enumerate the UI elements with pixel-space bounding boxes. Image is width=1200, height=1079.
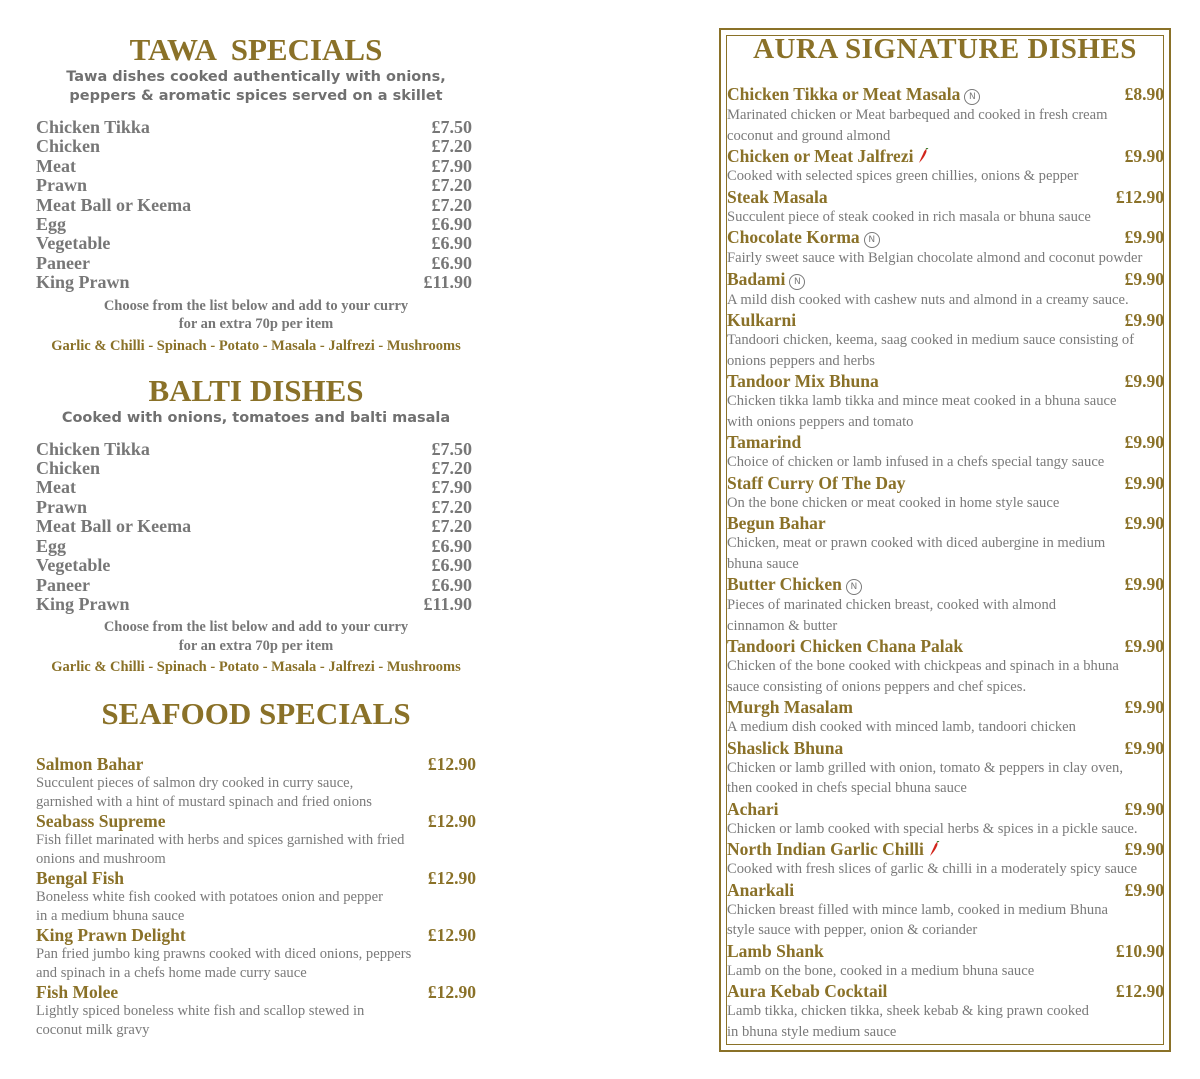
signature-dish-description: Lamb tikka, chicken tikka, sheek kebab & king prawn cooked	[727, 1003, 1089, 1019]
signature-dish-title	[727, 432, 801, 452]
signature-dish-description: Chicken or lamb grilled with onion, tomato & peppers in clay oven,	[727, 759, 1123, 776]
seafood-dish-description: coconut milk gravy	[36, 1021, 150, 1038]
seafood-dish-description: and spinach in a chefs home made curry sauce	[36, 964, 307, 981]
signature-dish-title	[727, 799, 779, 819]
tawa-item	[36, 215, 476, 234]
signature-dish	[727, 941, 1164, 982]
seafood-dish	[36, 811, 476, 868]
signature-dish-name: Badami	[727, 268, 786, 289]
signature-dish	[727, 227, 1164, 269]
signature-dish-price: £12.90	[1115, 981, 1164, 1001]
balti-item-name: Chicken Tikka	[36, 438, 150, 459]
signature-dish-header	[727, 738, 1164, 758]
seafood-section	[36, 696, 476, 1039]
seafood-dish-price: £12.90	[427, 982, 476, 1003]
seafood-dish-price: £12.90	[427, 925, 476, 946]
seafood-dish-description: Boneless white fish cooked with potatoes onion and pepper	[36, 889, 383, 906]
signature-dish-name: Achari	[727, 798, 779, 819]
seafood-dish	[36, 868, 476, 925]
signature-dish-price: £9.90	[1124, 310, 1164, 330]
signature-dish-description: cinnamon & butter	[727, 617, 838, 634]
balti-item-name: Meat	[36, 477, 76, 498]
seafood-dish-description: in a medium bhuna sauce	[36, 907, 185, 924]
seafood-dish-description: Lightly spiced boneless white fish and scallop stewed in	[36, 1003, 365, 1020]
signature-dish-description: style sauce with pepper, onion & coriander	[727, 922, 978, 938]
signature-dish-description: Fairly sweet sauce with Belgian chocolate almond and coconut powder	[727, 250, 1143, 266]
seafood-list	[36, 754, 476, 1039]
signature-dish-price: £9.90	[1124, 697, 1164, 717]
signature-dish-name: Staff Curry Of The Day	[727, 472, 906, 493]
signature-dish-description: Chicken breast filled with mince lamb, cooked in medium Bhuna	[727, 901, 1108, 918]
signature-dish-header	[727, 432, 1164, 452]
tawa-item-name: Vegetable	[36, 233, 111, 254]
signature-dish-price: £9.90	[1124, 268, 1164, 289]
signature-dish-description: Tandoori chicken, keema, saag cooked in medium sauce consisting of	[727, 332, 1135, 348]
signature-dish-title	[727, 981, 887, 1001]
signature-dish-header	[727, 636, 1164, 656]
chilli-icon	[917, 148, 929, 164]
tawa-item	[36, 234, 476, 253]
tawa-item-name: Meat Ball or Keema	[36, 194, 192, 215]
signature-dish-title	[727, 84, 980, 105]
signature-dish-description: Cooked with selected spices green chillies, onions & pepper	[727, 168, 1079, 184]
tawa-item-name: Meat	[36, 155, 76, 176]
signature-dish-description: Cooked with fresh slices of garlic & chilli in a moderately spicy sauce	[727, 861, 1138, 877]
tawa-item-name: Chicken Tikka	[36, 117, 150, 137]
balti-item-price: £7.90	[431, 477, 472, 498]
signature-dish-title	[727, 473, 906, 493]
signature-dish-description: A medium dish cooked with minced lamb, tandoori chicken	[727, 719, 1076, 735]
left-column	[36, 32, 476, 1039]
signature-dish-description: Chicken of the bone cooked with chickpeas and spinach in a bhuna	[727, 658, 1119, 674]
signature-dish-description: On the bone chicken or meat cooked in home style sauce	[727, 494, 1060, 511]
signature-dish-title	[727, 839, 940, 859]
seafood-dish-price: £12.90	[427, 868, 476, 889]
seafood-dish-name: Fish Molee	[36, 982, 119, 1003]
signature-dish	[727, 513, 1164, 574]
signature-dish-description: coconut and ground almond	[727, 127, 891, 144]
signature-dish-name: Tandoor Mix Bhuna	[727, 371, 879, 391]
signature-dish-name: North Indian Garlic Chilli	[727, 839, 924, 859]
signature-dish-title	[727, 880, 794, 900]
balti-item	[36, 576, 476, 595]
seafood-dish-header	[36, 868, 476, 888]
signature-box	[719, 28, 1171, 1052]
signature-dish-price: £10.90	[1115, 940, 1164, 961]
chilli-icon	[928, 841, 940, 857]
tawa-extras: Garlic & Chilli - Spinach - Potato - Masala - Jalfrezi - Mushrooms	[51, 337, 461, 354]
signature-dish-price: £9.90	[1124, 737, 1164, 758]
signature-dish	[727, 880, 1164, 941]
balti-item	[36, 459, 476, 478]
seafood-dish-name: Seabass Supreme	[36, 811, 166, 832]
seafood-dish	[36, 754, 476, 811]
seafood-dish-title	[36, 811, 166, 831]
signature-dish-price: £9.90	[1124, 839, 1164, 859]
balti-item-price: £7.20	[431, 458, 472, 479]
signature-dish-price: £9.90	[1124, 371, 1164, 391]
signature-dish-price: £9.90	[1124, 472, 1164, 493]
tawa-item-price: £7.90	[431, 155, 472, 176]
signature-dish-title	[727, 574, 862, 595]
signature-dish-description: with onions peppers and tomato	[727, 413, 914, 430]
signature-list	[727, 84, 1164, 1042]
balti-item-name: Prawn	[36, 496, 87, 517]
tawa-subtitle-2: peppers & aromatic spices served on a skillet	[69, 88, 443, 104]
signature-dish-title	[727, 738, 843, 758]
seafood-dish	[36, 982, 476, 1039]
nut-icon: N	[964, 89, 980, 105]
signature-dish-price: £9.90	[1124, 574, 1164, 594]
signature-dish-name: Tandoori Chicken Chana Palak	[727, 636, 964, 656]
signature-dish	[727, 371, 1164, 432]
tawa-item	[36, 157, 476, 176]
signature-dish-header	[727, 84, 1164, 105]
signature-dish-description: Pieces of marinated chicken breast, cooked with almond	[727, 597, 1057, 613]
signature-dish	[727, 981, 1164, 1042]
seafood-dish-header	[36, 982, 476, 1002]
signature-dish-header	[727, 839, 1164, 859]
tawa-price-list	[36, 118, 476, 293]
seafood-dish-description: Pan fried jumbo king prawns cooked with diced onions, peppers	[36, 946, 412, 963]
balti-item-name: Egg	[36, 535, 67, 556]
signature-dish-title	[727, 941, 824, 961]
tawa-item-price: £11.90	[423, 272, 472, 293]
tawa-item	[36, 118, 476, 137]
tawa-extra-note-2: for an extra 70p per item	[178, 316, 334, 333]
signature-dish	[727, 187, 1164, 228]
signature-dish-name: Chicken or Meat Jalfrezi	[727, 146, 914, 166]
signature-dish-description: in bhuna style medium sauce	[727, 1023, 897, 1040]
signature-dish-price: £9.90	[1124, 798, 1164, 819]
signature-dish-header	[727, 799, 1164, 819]
signature-dish-title	[727, 697, 853, 717]
tawa-item	[36, 196, 476, 215]
signature-dish-name: Chicken Tikka or Meat Masala	[727, 84, 961, 104]
balti-item-name: Paneer	[36, 574, 90, 595]
tawa-title: TAWA SPECIALS	[129, 32, 383, 67]
balti-item-name: King Prawn	[36, 593, 130, 614]
signature-dish-price: £9.90	[1124, 513, 1164, 533]
seafood-dish-name: King Prawn Delight	[36, 925, 186, 946]
tawa-item-price: £6.90	[431, 233, 472, 254]
signature-dish-price: £9.90	[1124, 146, 1164, 166]
balti-item	[36, 517, 476, 536]
signature-dish-price: £9.90	[1124, 227, 1164, 247]
signature-dish-description: bhuna sauce	[727, 555, 799, 572]
tawa-item-price: £6.90	[431, 252, 472, 273]
signature-dish	[727, 574, 1164, 636]
balti-item	[36, 537, 476, 556]
signature-dish-name: Aura Kebab Cocktail	[727, 981, 888, 1001]
signature-dish-description: A mild dish cooked with cashew nuts and almond in a creamy sauce.	[727, 291, 1129, 308]
signature-dish	[727, 146, 1164, 187]
tawa-item-price: £7.50	[431, 117, 472, 137]
signature-dish-description: Lamb on the bone, cooked in a medium bhuna sauce	[727, 962, 1035, 979]
signature-dish-name: Chocolate Korma	[727, 227, 860, 247]
tawa-item	[36, 137, 476, 156]
balti-extras: Garlic & Chilli - Spinach - Potato - Masala - Jalfrezi - Mushrooms	[51, 659, 461, 676]
seafood-title: SEAFOOD SPECIALS	[101, 696, 411, 732]
signature-dish-description: Choice of chicken or lamb infused in a chefs special tangy sauce	[727, 454, 1105, 470]
signature-dish-name: Lamb Shank	[727, 940, 824, 961]
signature-title: AURA SIGNATURE DISHES	[753, 33, 1137, 65]
signature-dish	[727, 738, 1164, 799]
balti-extra-note-2: for an extra 70p per item	[178, 637, 334, 654]
signature-dish-title	[727, 513, 826, 533]
signature-dish	[727, 310, 1164, 371]
signature-dish-header	[727, 880, 1164, 900]
seafood-dish-price: £12.90	[427, 811, 476, 832]
signature-dish-title	[727, 371, 879, 391]
tawa-item-name: Egg	[36, 214, 67, 235]
signature-dish-header	[727, 146, 1164, 166]
signature-dish-name: Anarkali	[727, 879, 795, 900]
seafood-dish-price: £12.90	[427, 754, 476, 775]
signature-dish-name: Shaslick Bhuna	[727, 737, 844, 758]
signature-dish-name: Begun Bahar	[727, 513, 826, 533]
signature-dish-header	[727, 227, 1164, 248]
signature-dish-description: sauce consisting of onions peppers and chef spices.	[727, 678, 1027, 695]
signature-dish-price: £9.90	[1124, 432, 1164, 452]
signature-dish-name: Tamarind	[727, 432, 802, 452]
seafood-dish-title	[36, 754, 143, 774]
seafood-dish-header	[36, 925, 476, 945]
signature-dish-title	[727, 269, 805, 290]
signature-dish-header	[727, 473, 1164, 493]
seafood-dish	[36, 925, 476, 982]
balti-item-name: Vegetable	[36, 555, 111, 576]
signature-dish-price: £12.90	[1115, 186, 1164, 207]
seafood-dish-title	[36, 982, 118, 1002]
signature-dish-title	[727, 146, 929, 166]
balti-item-price: £7.20	[431, 496, 472, 517]
signature-dish-header	[727, 981, 1164, 1001]
balti-item	[36, 595, 476, 614]
balti-item-name: Chicken	[36, 458, 101, 479]
tawa-item-name: Prawn	[36, 175, 87, 196]
tawa-item	[36, 254, 476, 273]
balti-price-list	[36, 440, 476, 615]
balti-extra-note-1: Choose from the list below and add to your curry	[103, 619, 409, 636]
balti-title: BALTI DISHES	[148, 372, 364, 408]
seafood-dish-header	[36, 754, 476, 774]
signature-dish-name: Butter Chicken	[727, 574, 842, 594]
signature-dish-name: Murgh Masalam	[727, 697, 853, 717]
signature-dish-header	[727, 697, 1164, 717]
balti-item-price: £11.90	[423, 593, 472, 614]
balti-item	[36, 556, 476, 575]
tawa-section	[36, 32, 476, 355]
balti-item-price: £7.50	[431, 438, 472, 459]
signature-dish	[727, 636, 1164, 697]
signature-dish-header	[727, 513, 1164, 533]
nut-icon: N	[864, 232, 880, 248]
signature-dish-header	[727, 941, 1164, 961]
signature-dish-price: £9.90	[1124, 636, 1164, 656]
seafood-dish-name: Salmon Bahar	[36, 754, 144, 775]
signature-dish	[727, 84, 1164, 146]
tawa-item-name: Paneer	[36, 252, 90, 273]
tawa-item-name: Chicken	[36, 136, 101, 157]
balti-item	[36, 440, 476, 459]
signature-dish	[727, 799, 1164, 840]
balti-subtitle: Cooked with onions, tomatoes and balti masala	[61, 409, 451, 426]
balti-item	[36, 498, 476, 517]
signature-dish-description: then cooked in chefs special bhuna sauce	[727, 780, 967, 796]
signature-dish-description: Chicken tikka lamb tikka and mince meat cooked in a bhuna sauce	[727, 393, 1117, 409]
signature-dish-description: Chicken or lamb cooked with special herbs & spices in a pickle sauce.	[727, 820, 1138, 837]
balti-item-price: £6.90	[431, 555, 472, 576]
signature-dish-price: £9.90	[1124, 879, 1164, 900]
tawa-item	[36, 176, 476, 195]
seafood-dish-header	[36, 811, 476, 831]
signature-dish-name: Steak Masala	[727, 186, 828, 207]
signature-dish-title	[727, 187, 828, 207]
balti-item-price: £7.20	[431, 516, 472, 537]
tawa-item-price: £6.90	[431, 214, 472, 235]
balti-item-price: £6.90	[431, 574, 472, 595]
signature-dish	[727, 473, 1164, 514]
seafood-dish-description: Fish fillet marinated with herbs and spices garnished with fried	[36, 832, 405, 849]
seafood-dish-title	[36, 925, 186, 945]
signature-dish	[727, 269, 1164, 311]
tawa-item	[36, 273, 476, 292]
signature-dish-price: £8.90	[1124, 84, 1164, 104]
seafood-dish-description: onions and mushroom	[36, 850, 166, 867]
tawa-item-price: £7.20	[431, 194, 472, 215]
seafood-dish-name: Bengal Fish	[36, 868, 125, 889]
balti-item-name: Meat Ball or Keema	[36, 516, 192, 537]
signature-dish-description: Succulent piece of steak cooked in rich masala or bhuna sauce	[727, 208, 1091, 225]
balti-section	[36, 373, 476, 677]
tawa-subtitle-1: Tawa dishes cooked authentically with onions,	[66, 69, 446, 85]
signature-dish-header	[727, 310, 1164, 330]
tawa-item-price: £7.20	[431, 136, 472, 157]
tawa-item-name: King Prawn	[36, 272, 130, 293]
nut-icon: N	[789, 274, 805, 290]
signature-dish	[727, 432, 1164, 473]
signature-dish-title	[727, 310, 796, 330]
signature-dish-description: Chicken, meat or prawn cooked with diced aubergine in medium	[727, 535, 1106, 551]
signature-dish-description: Marinated chicken or Meat barbequed and cooked in fresh cream	[727, 107, 1108, 123]
signature-dish	[727, 697, 1164, 738]
signature-dish-header	[727, 371, 1164, 391]
signature-dish-title	[727, 636, 963, 656]
signature-dish-title	[727, 227, 880, 248]
nut-icon: N	[846, 579, 862, 595]
signature-dish-description: onions peppers and herbs	[727, 352, 875, 369]
signature-dish-header	[727, 574, 1164, 595]
seafood-dish-title	[36, 868, 124, 888]
signature-dish-header	[727, 187, 1164, 207]
tawa-item-price: £7.20	[431, 175, 472, 196]
signature-dish	[727, 839, 1164, 880]
signature-dish-name: Kulkarni	[727, 310, 797, 330]
balti-item	[36, 478, 476, 497]
seafood-dish-description: garnished with a hint of mustard spinach and fried onions	[36, 793, 372, 810]
tawa-extra-note-1: Choose from the list below and add to your curry	[103, 297, 409, 314]
signature-dish-header	[727, 269, 1164, 290]
balti-item-price: £6.90	[431, 535, 472, 556]
seafood-dish-description: Succulent pieces of salmon dry cooked in curry sauce,	[36, 775, 354, 792]
